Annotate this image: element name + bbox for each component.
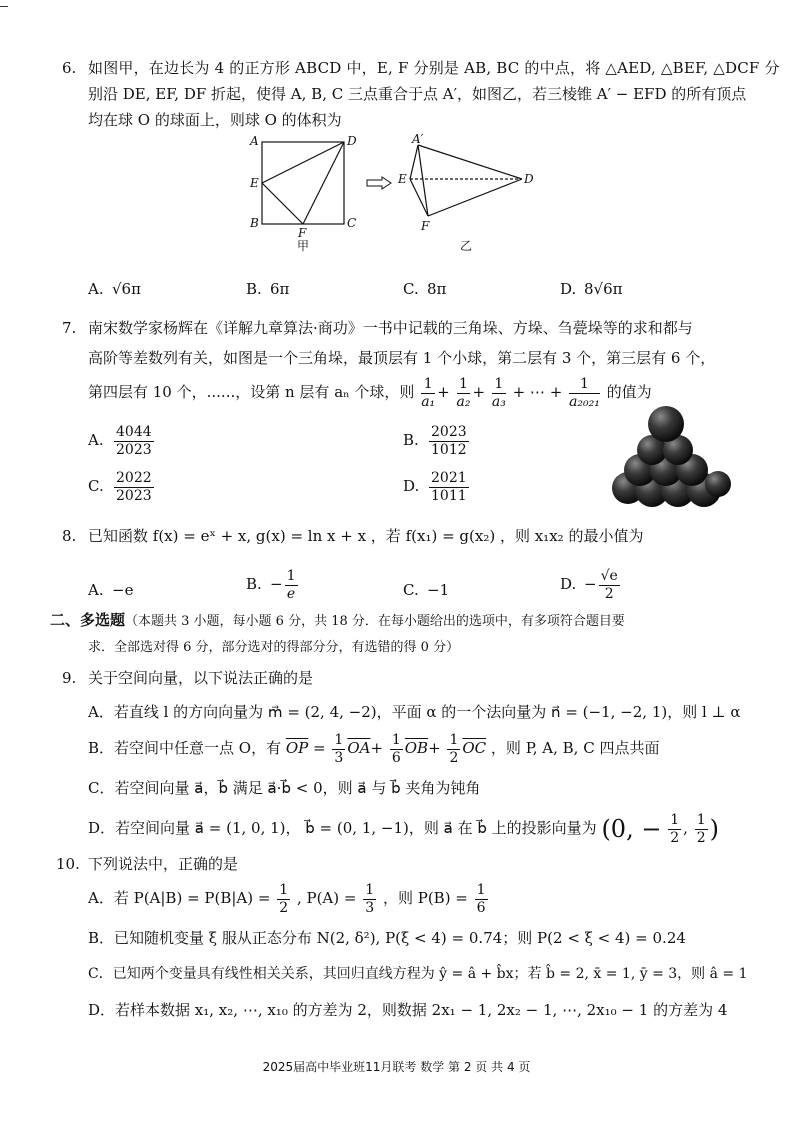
- label-d: D: [347, 134, 357, 148]
- section-2-desc-2: 求．全部选对得 6 分，部分选对的得部分分，有选错的得 0 分）: [88, 640, 460, 655]
- caption-jia: 甲: [297, 239, 310, 252]
- q6-choice-a[interactable]: A. √6π: [88, 280, 141, 298]
- segment-ed: [262, 142, 344, 183]
- label-a: A: [250, 134, 259, 148]
- q7-line-2: 高阶等差数列有关，如图是一个三角垛，最顶层有 1 个小球，第二层有 3 个，第三层有 6 个，: [88, 349, 716, 367]
- q9-number: 9.: [62, 669, 77, 687]
- q8-number: 8.: [62, 527, 77, 545]
- label-e2: E: [398, 172, 407, 186]
- q6-line-1: 如图甲，在边长为 4 的正方形 ABCD 中，E, F 分别是 AB, BC 的中点，将 △AED, △BEF, △DCF 分: [88, 59, 780, 77]
- q9-option-a[interactable]: A．若直线 l 的方向向量为 m⃗ = (2, 4, −2)，平面 α 的一个法向量为 n⃗ = (−1, −2, 1)，则 l ⊥ α: [88, 703, 741, 721]
- q7-line-1: 南宋数学家杨辉在《详解九章算法·商功》一书中记载的三角垛、方垛、刍甍垛等的求和都与: [88, 319, 693, 337]
- q10-option-d[interactable]: D．若样本数据 x₁, x₂, ⋯, x₁₀ 的方差为 2，则数据 2x₁ − 1, 2x₂ − 1, ⋯, 2x₁₀ − 1 的方差为 4: [88, 1001, 728, 1019]
- corner-mark: [0, 6, 8, 7]
- q8-choice-c[interactable]: C. −1: [403, 581, 450, 599]
- label-f2: F: [421, 219, 430, 233]
- triangular-ball-stack-image: [612, 404, 732, 508]
- q7-choice-b[interactable]: B. $\frac{2023}{1012}$: [403, 423, 467, 458]
- q9-option-d[interactable]: D．若空间向量 a⃗ = (1, 0, 1)， b⃗ = (0, 1, −1)，则 a⃗ 在 b⃗ 上的投影向量为 (0, − $\frac{1}{2}$ , $\frac{1}{2}$ ): [88, 811, 719, 846]
- q9-stem: 关于空间向量，以下说法正确的是: [88, 669, 314, 687]
- q7-line-3: 第四层有 10 个，......，设第 n 层有 aₙ 个球，则 $\frac{1}{\text{a₁}}$ + $\frac{1}{\text{a₂}}$ + $\frac{1}{\text{a₃}}$ + ⋯ + $\frac{1}{\text{a₂₀₂₁}}$ 的值为: [88, 375, 652, 410]
- q10-number: 10.: [56, 855, 80, 873]
- label-b: B: [250, 216, 259, 230]
- sum-term-1: $\frac{1}{\text{a₁}}$: [421, 375, 436, 410]
- q9-option-c[interactable]: C．若空间向量 a⃗，b⃗ 满足 a⃗·b⃗ < 0，则 a⃗ 与 b⃗ 夹角为钝角: [88, 779, 481, 797]
- label-f: F: [298, 226, 307, 240]
- q7-choice-a[interactable]: A. $\frac{4044}{2023}$: [88, 423, 152, 458]
- label-d2: D: [524, 172, 534, 186]
- q6-choice-b[interactable]: B. 6π: [246, 280, 290, 298]
- edge-a1d: [418, 145, 522, 179]
- figure-yi: [396, 134, 536, 252]
- caption-yi: 乙: [460, 239, 473, 252]
- square-abcd: [262, 142, 344, 224]
- q8-choice-a[interactable]: A. −e: [88, 581, 134, 599]
- edge-a1e: [410, 145, 418, 179]
- q7-choice-c[interactable]: C. $\frac{2022}{2023}$: [88, 469, 152, 504]
- sum-term-2: $\frac{1}{\text{a₂}}$: [456, 375, 471, 410]
- q7-choice-d[interactable]: D. $\frac{2021}{1011}$: [403, 469, 467, 504]
- label-e: E: [250, 176, 259, 190]
- q8-choice-d[interactable]: D. − $\frac{√e}{2}$: [560, 567, 618, 602]
- segment-fd: [303, 142, 344, 224]
- page-footer: 2025届高中毕业班11月联考 数学 第 2 页 共 4 页: [262, 1060, 531, 1074]
- sum-term-last: $\frac{1}{\text{a₂₀₂₁}}$: [569, 375, 600, 410]
- q8-choice-b[interactable]: B. − $\frac{1}{e}$: [246, 567, 296, 602]
- q9-option-b[interactable]: B．若空间中任意一点 O，有 $\overline{OP}$ = $\frac{1}{3}$ $\overline{OA}+$ $\frac{1}{6}$ $\overline{OB}+$ $\frac{1}{2}$ $\overline{OC}$ ，则 P, A, B, C 四点共面: [88, 731, 660, 766]
- section-2-title: 二、多选题（本题共 3 小题，每小题 6 分，共 18 分．在每小题给出的选项中，有多项符合题目要: [50, 611, 625, 629]
- segment-ef: [262, 183, 303, 224]
- q8-line-1: 已知函数 f(x) = eˣ + x, g(x) = ln x + x ，若 f(x₁) = g(x₂) ，则 x₁x₂ 的最小值为: [88, 527, 644, 545]
- label-a-prime: A′: [412, 134, 424, 146]
- q10-option-c[interactable]: C．已知两个变量具有线性相关关系，其回归直线方程为 ŷ = â + b̂x；若 b̂ = 2, x̄ = 1, ȳ = 3，则 â = 1: [88, 966, 748, 982]
- q7-number: 7.: [62, 319, 77, 337]
- edge-fd: [428, 179, 522, 216]
- figure-jia: [248, 134, 368, 252]
- q6-number: 6.: [62, 59, 77, 77]
- arrow-icon: [366, 176, 392, 190]
- q6-choice-c[interactable]: C. 8π: [403, 280, 447, 298]
- q10-stem: 下列说法中，正确的是: [88, 855, 239, 873]
- q10-option-a[interactable]: A．若 P(A|B) = P(B|A) = $\frac{1}{2}$ , P(A) = $\frac{1}{3}$ ，则 P(B) = $\frac{1}{6}$: [88, 881, 486, 916]
- q6-line-2: 别沿 DE, EF, DF 折起，使得 A, B, C 三点重合于点 A′，如图乙，若三棱锥 A′ − EFD 的所有顶点: [88, 85, 747, 103]
- q10-option-b[interactable]: B．已知随机变量 ξ 服从正态分布 N(2, δ²), P(ξ < 4) = 0.74；则 P(2 < ξ < 4) = 0.24: [88, 929, 686, 947]
- label-c: C: [347, 216, 357, 230]
- q6-choice-d[interactable]: D. 8√6π: [560, 280, 623, 298]
- sum-term-3: $\frac{1}{\text{a₃}}$: [491, 375, 506, 410]
- q6-line-3: 均在球 O 的球面上，则球 O 的体积为: [88, 111, 342, 129]
